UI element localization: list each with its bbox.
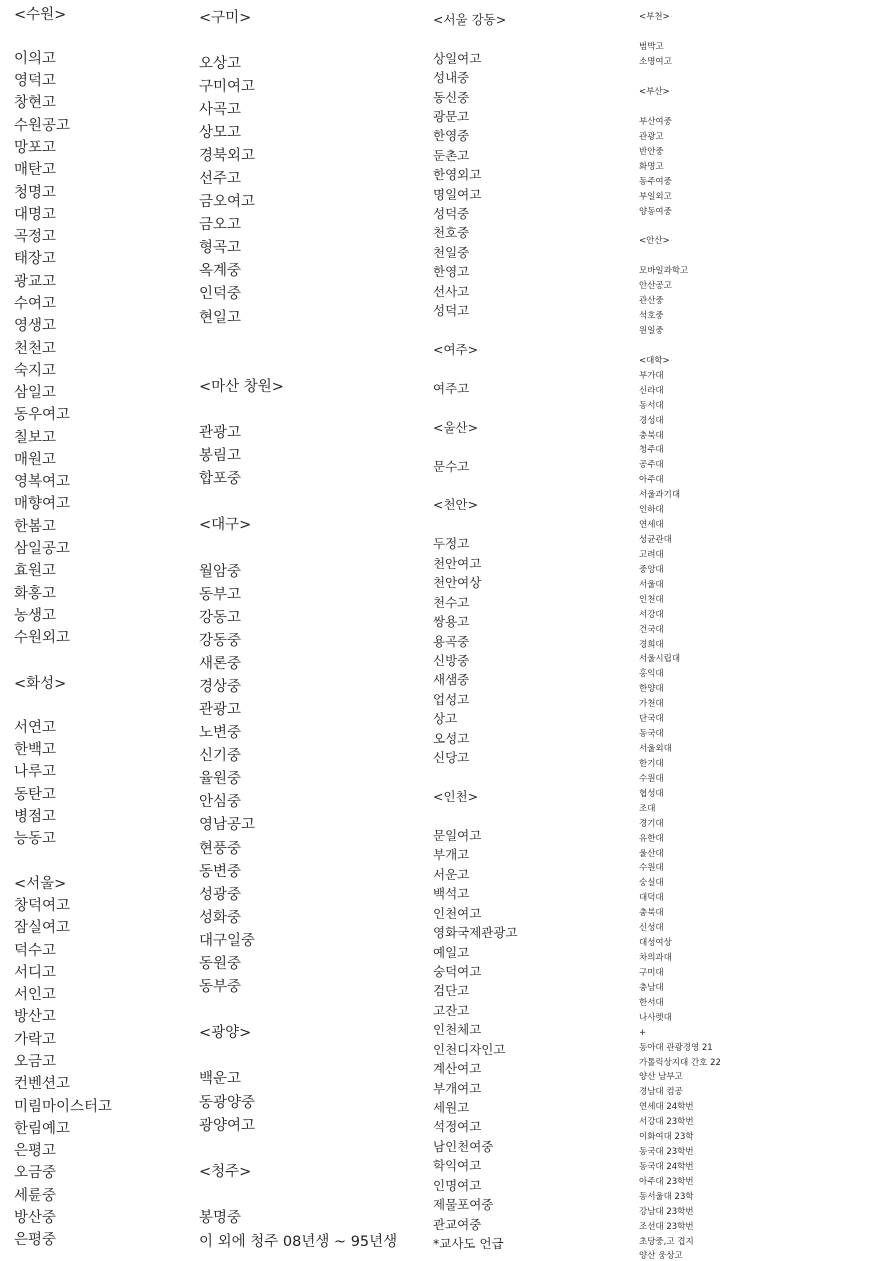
school-item: 구미대 xyxy=(639,968,664,978)
school-item: 동부중 xyxy=(199,979,242,995)
school-item: 매원고 xyxy=(14,452,57,468)
school-item: 문수고 xyxy=(433,459,470,474)
school-item: 두정고 xyxy=(433,536,470,551)
school-item: 수원대 xyxy=(639,774,664,784)
school-item: 방산고 xyxy=(14,1009,57,1025)
region-heading: <부천> xyxy=(639,12,670,22)
school-item: 농생고 xyxy=(14,608,57,624)
school-item: 금오여고 xyxy=(199,194,256,210)
school-item: 천안여고 xyxy=(433,556,482,571)
region-heading: <여주> xyxy=(433,342,479,357)
school-item: 신당고 xyxy=(433,750,470,765)
school-item: 대구일중 xyxy=(199,933,256,949)
school-item: 쌍용고 xyxy=(433,614,470,629)
school-item: 강남대 23학번 xyxy=(639,1207,694,1217)
school-item: 수원대 xyxy=(639,863,664,873)
school-item: 양동여중 xyxy=(639,207,672,217)
school-item: 신방중 xyxy=(433,653,470,668)
school-item: 단국대 xyxy=(639,714,664,724)
school-item: 연세대 xyxy=(639,520,664,530)
region-heading: <서울> xyxy=(14,876,67,892)
school-item: 관광고 xyxy=(199,425,242,441)
region-heading: <울산> xyxy=(433,420,479,435)
school-item: *교사도 언급 xyxy=(433,1236,504,1251)
school-item: 충북대 xyxy=(639,908,664,918)
school-item: 업성고 xyxy=(433,692,470,707)
school-item: 천호중 xyxy=(433,225,470,240)
school-item: 서강대 xyxy=(639,610,664,620)
school-item: 오금중 xyxy=(14,1165,57,1181)
school-item: 경성대 xyxy=(639,416,664,426)
school-item: 서강대 23학번 xyxy=(639,1117,694,1127)
school-item: 은평중 xyxy=(14,1232,57,1248)
school-item: 상모고 xyxy=(199,125,242,141)
school-item: 관광고 xyxy=(199,702,242,718)
school-item: 태장고 xyxy=(14,251,57,267)
school-item: 가톨릭상지대 간호 22 xyxy=(639,1058,721,1068)
school-item: 강동고 xyxy=(199,610,242,626)
school-item: 고려대 xyxy=(639,550,664,560)
school-item: 양산 웅상고 xyxy=(639,1251,683,1261)
school-item: 효원고 xyxy=(14,563,57,579)
school-item: 신성대 xyxy=(639,923,664,933)
school-item: 나사렛대 xyxy=(639,1013,672,1023)
school-item: 경상중 xyxy=(199,679,242,695)
school-item: 창현고 xyxy=(14,95,57,111)
school-item: 수여고 xyxy=(14,296,57,312)
school-item: 수원공고 xyxy=(14,118,71,134)
school-item: 나루고 xyxy=(14,764,57,780)
school-item: 새론중 xyxy=(199,656,242,672)
school-item: 동변중 xyxy=(199,864,242,880)
region-heading: <수원> xyxy=(14,7,67,23)
region-heading: <마산 창원> xyxy=(199,379,284,395)
school-item: 조대 xyxy=(639,804,656,814)
school-item: 선사고 xyxy=(433,284,470,299)
school-item: 반안중 xyxy=(639,147,664,157)
school-item: 동광양중 xyxy=(199,1095,256,1111)
school-item: 관광고 xyxy=(639,132,664,142)
school-item: 관산중 xyxy=(639,296,664,306)
school-item: 성균관대 xyxy=(639,535,672,545)
school-item: 영남공고 xyxy=(199,817,256,833)
region-heading: <구미> xyxy=(199,10,252,26)
school-item: 성덕고 xyxy=(433,303,470,318)
school-item: 가천대 xyxy=(639,699,664,709)
school-item: 금오고 xyxy=(199,217,242,233)
school-item: 인덕중 xyxy=(199,286,242,302)
school-item: 소명여고 xyxy=(639,57,672,67)
school-item: 부개고 xyxy=(433,847,470,862)
school-item: 한림예고 xyxy=(14,1121,71,1137)
school-item: 병점고 xyxy=(14,809,57,825)
school-item: 협성대 xyxy=(639,789,664,799)
school-item: 칠보고 xyxy=(14,430,57,446)
school-item: 서연고 xyxy=(14,720,57,736)
school-item: 성광중 xyxy=(199,887,242,903)
school-item: 상고 xyxy=(433,711,458,726)
school-item: 계산여고 xyxy=(433,1061,482,1076)
school-item: 홍익대 xyxy=(639,669,664,679)
school-item: 동국대 xyxy=(639,729,664,739)
school-item: 성화중 xyxy=(199,910,242,926)
region-heading: <대학> xyxy=(639,356,670,366)
school-item: 충북대 xyxy=(639,431,664,441)
school-item: 연세대 24학번 xyxy=(639,1102,694,1112)
school-item: 동국대 24학번 xyxy=(639,1162,694,1172)
school-item: 청주대 xyxy=(639,445,664,455)
school-item: 범박고 xyxy=(639,42,664,52)
school-item: 능동고 xyxy=(14,831,57,847)
school-item: 동아대 관광경영 21 xyxy=(639,1043,713,1053)
school-item: 사곡고 xyxy=(199,102,242,118)
school-item: 동부고 xyxy=(199,587,242,603)
school-item: 수원외고 xyxy=(14,630,71,646)
school-item: 서인고 xyxy=(14,987,57,1003)
school-item: 매향여고 xyxy=(14,496,71,512)
school-item: 명일여고 xyxy=(433,187,482,202)
region-heading: <인천> xyxy=(433,789,479,804)
school-item: 동원중 xyxy=(199,956,242,972)
school-item: 새샘중 xyxy=(433,672,470,687)
school-item: 한영중 xyxy=(433,128,470,143)
school-item: 부가대 xyxy=(639,371,664,381)
school-item: 문일여고 xyxy=(433,828,482,843)
school-item: 옥계중 xyxy=(199,263,242,279)
school-item: 서울과기대 xyxy=(639,490,681,500)
school-item: 월암중 xyxy=(199,564,242,580)
school-item: 백석고 xyxy=(433,886,470,901)
school-item: 서울대 xyxy=(639,580,664,590)
school-item: 충남대 xyxy=(639,983,664,993)
school-item: 화홍고 xyxy=(14,586,57,602)
region-heading: <서울 강동> xyxy=(433,12,507,27)
school-item: 예일고 xyxy=(433,945,470,960)
school-item: 아주대 23학번 xyxy=(639,1177,694,1187)
school-item: 서운고 xyxy=(433,867,470,882)
school-item: 광교고 xyxy=(14,274,57,290)
school-item: 석호중 xyxy=(639,311,664,321)
school-item: 봉림고 xyxy=(199,448,242,464)
school-item: 천천고 xyxy=(14,341,57,357)
school-item: 매탄고 xyxy=(14,162,57,178)
school-item: 이화여대 23학 xyxy=(639,1132,694,1142)
school-item: 잠실여고 xyxy=(14,920,71,936)
school-item: 현일고 xyxy=(199,310,242,326)
school-item: 모바일과학고 xyxy=(639,266,689,276)
school-item: 광양여고 xyxy=(199,1118,256,1134)
school-item: 대덕대 xyxy=(639,893,664,903)
school-item: 경기대 xyxy=(639,819,664,829)
region-heading: <청주> xyxy=(199,1164,252,1180)
school-item: 상일여고 xyxy=(433,51,482,66)
school-item: 한서대 xyxy=(639,998,664,1008)
region-heading: <천안> xyxy=(433,497,479,512)
school-item: 대명고 xyxy=(14,207,57,223)
school-item: 동우여고 xyxy=(14,407,71,423)
school-item: 안심중 xyxy=(199,794,242,810)
school-item: 백운고 xyxy=(199,1071,242,1087)
school-item: 숙지고 xyxy=(14,363,57,379)
school-item: 동탄고 xyxy=(14,787,57,803)
school-item: 용곡중 xyxy=(433,634,470,649)
school-item: 화명고 xyxy=(639,162,664,172)
school-item: 서울외대 xyxy=(639,744,672,754)
school-item: 한양대 xyxy=(639,684,664,694)
school-item: 인천디자인고 xyxy=(433,1042,506,1057)
school-item: 세원고 xyxy=(433,1100,470,1115)
school-item: 건국대 xyxy=(639,625,664,635)
school-item: 대성여상 xyxy=(639,938,672,948)
school-item: 검단고 xyxy=(433,983,470,998)
school-item: 인명여고 xyxy=(433,1178,482,1193)
school-item: 율원중 xyxy=(199,771,242,787)
school-item: 여주고 xyxy=(433,381,470,396)
school-item: + xyxy=(639,1028,647,1038)
school-item: 영복여고 xyxy=(14,474,71,490)
school-item: 미림마이스터고 xyxy=(14,1099,113,1115)
school-item: 신라대 xyxy=(639,386,664,396)
school-item: 중앙대 xyxy=(639,565,664,575)
school-item: 신기중 xyxy=(199,748,242,764)
school-item: 영덕고 xyxy=(14,73,57,89)
school-item: 안산공고 xyxy=(639,281,672,291)
school-item: 유한대 xyxy=(639,834,664,844)
school-item: 아주대 xyxy=(639,475,664,485)
school-item: 서울시립대 xyxy=(639,654,681,664)
region-heading: <부산> xyxy=(639,87,670,97)
school-item: 삼일공고 xyxy=(14,541,71,557)
school-item: 고잔고 xyxy=(433,1003,470,1018)
school-item: 서디고 xyxy=(14,965,57,981)
school-item: 오상고 xyxy=(199,56,242,72)
school-item: 구미여고 xyxy=(199,79,256,95)
school-item: 인천체고 xyxy=(433,1022,482,1037)
school-item: 노변중 xyxy=(199,725,242,741)
school-item: 세륜중 xyxy=(14,1188,57,1204)
school-item: 숭덕여고 xyxy=(433,964,482,979)
school-item: 오성고 xyxy=(433,731,470,746)
school-item: 곡정고 xyxy=(14,229,57,245)
school-item: 은평고 xyxy=(14,1143,57,1159)
school-item: 성내중 xyxy=(433,70,470,85)
school-item: 한영고 xyxy=(433,264,470,279)
school-item: 동신중 xyxy=(433,90,470,105)
school-item: 컨벤션고 xyxy=(14,1076,71,1092)
school-item: 강동중 xyxy=(199,633,242,649)
school-item: 형곡고 xyxy=(199,240,242,256)
school-item: 울산대 xyxy=(639,849,664,859)
school-item: 영화국제관광고 xyxy=(433,925,518,940)
school-item: 천일중 xyxy=(433,245,470,260)
school-item: 원일중 xyxy=(639,326,664,336)
school-item: 삼일고 xyxy=(14,385,57,401)
region-heading: <안산> xyxy=(639,236,670,246)
school-item: 동국대 23학번 xyxy=(639,1147,694,1157)
region-heading: <화성> xyxy=(14,676,67,692)
school-item: 조선대 23학번 xyxy=(639,1222,694,1232)
school-item: 동주여중 xyxy=(639,177,672,187)
school-item: 방산중 xyxy=(14,1210,57,1226)
school-item: 합포중 xyxy=(199,471,242,487)
school-item: 이 외에 청주 08년생 ~ 95년생 xyxy=(199,1234,398,1250)
school-item: 청명고 xyxy=(14,185,57,201)
school-item: 동서대 xyxy=(639,401,664,411)
school-item: 가락고 xyxy=(14,1032,57,1048)
school-item: 초당중,고 겹지 xyxy=(639,1237,694,1247)
school-item: 한영외고 xyxy=(433,167,482,182)
school-item: 남인천여중 xyxy=(433,1139,494,1154)
school-item: 이의고 xyxy=(14,51,57,67)
school-item: 관교여중 xyxy=(433,1217,482,1232)
school-item: 창덕여고 xyxy=(14,898,71,914)
school-item: 부산여중 xyxy=(639,117,672,127)
school-item: 덕수고 xyxy=(14,943,57,959)
school-item: 경남대 컴공 xyxy=(639,1087,683,1097)
school-item: 부일외고 xyxy=(639,192,672,202)
school-item: 성덕중 xyxy=(433,206,470,221)
school-item: 석정여고 xyxy=(433,1119,482,1134)
school-item: 봉명중 xyxy=(199,1210,242,1226)
region-heading: <광양> xyxy=(199,1025,252,1041)
school-item: 인천여고 xyxy=(433,906,482,921)
school-item: 영생고 xyxy=(14,318,57,334)
school-item: 선주고 xyxy=(199,171,242,187)
school-item: 천안여상 xyxy=(433,575,482,590)
school-item: 인하대 xyxy=(639,505,664,515)
region-heading: <대구> xyxy=(199,517,252,533)
school-item: 한백고 xyxy=(14,742,57,758)
school-item: 숭실대 xyxy=(639,878,664,888)
school-item: 현풍중 xyxy=(199,841,242,857)
school-item: 동서울대 23학 xyxy=(639,1192,694,1202)
school-item: 한봄고 xyxy=(14,519,57,535)
school-item: 천수고 xyxy=(433,595,470,610)
school-item: 제물포여중 xyxy=(433,1197,494,1212)
school-item: 경북외고 xyxy=(199,148,256,164)
school-item: 한기대 xyxy=(639,759,664,769)
school-item: 공주대 xyxy=(639,460,664,470)
school-item: 망포고 xyxy=(14,140,57,156)
school-item: 오금고 xyxy=(14,1054,57,1070)
school-item: 경희대 xyxy=(639,640,664,650)
school-item: 차의과대 xyxy=(639,953,672,963)
school-item: 인천대 xyxy=(639,595,664,605)
school-item: 학익여고 xyxy=(433,1158,482,1173)
school-item: 둔촌고 xyxy=(433,148,470,163)
school-item: 부개여고 xyxy=(433,1081,482,1096)
school-item: 광문고 xyxy=(433,109,470,124)
school-item: 양산 남부고 xyxy=(639,1072,683,1082)
